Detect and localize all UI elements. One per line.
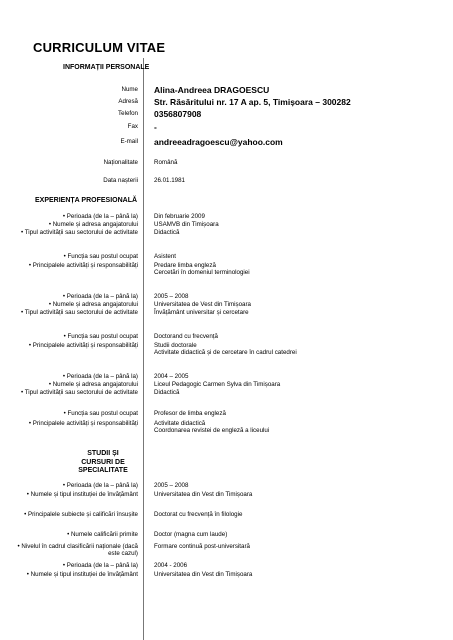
position-label: • Funcția sau postul ocupat <box>63 333 138 340</box>
education-heading: STUDII ȘI CURSURI DE SPECIALITATE <box>78 450 128 474</box>
sector-value: Didactică <box>154 229 180 236</box>
responsibilities-value: Predare limba engleză Cercetări în domeniul terminologiei <box>154 262 250 277</box>
personal-value-name: Alina-Andreea DRAGOESCU <box>154 85 270 95</box>
institution-label: • Numele și tipul instituției de învățământ <box>26 491 138 498</box>
employer-label: • Numele și adresa angajatorului <box>48 381 138 388</box>
institution-value: Universitatea din Vest din Timișoara <box>154 571 253 578</box>
nationality-label: Naționalitate <box>103 159 138 166</box>
period-value: 2005 – 2008 <box>154 293 189 300</box>
position-label: • Funcția sau postul ocupat <box>63 410 138 417</box>
position-value: Asistent <box>154 253 177 260</box>
period-label: • Perioada (de la – până la) <box>62 213 138 220</box>
institution-value: Universitatea din Vest din Timișoara <box>154 491 253 498</box>
employer-value: USAMVB din Timișoara <box>154 221 219 228</box>
responsibilities-label: • Principalele activități și responsabilități <box>28 262 138 269</box>
position-value: Doctorand cu frecvență <box>154 333 218 340</box>
personal-label: Adresă <box>118 98 138 105</box>
period-label: • Perioada (de la – până la) <box>62 293 138 300</box>
personal-label: Telefon <box>118 110 138 117</box>
employer-value: Universitatea de Vest din Timișoara <box>154 301 251 308</box>
sector-label: • Tipul activității sau sectorului de activitate <box>20 309 138 316</box>
personal-label: Nume <box>121 86 138 93</box>
position-label: • Funcția sau postul ocupat <box>63 253 138 260</box>
sector-label: • Tipul activității sau sectorului de activitate <box>20 229 138 236</box>
level-label: • Nivelul în cadrul clasificării naționale (dacă este cazul) <box>17 543 138 558</box>
responsibilities-label: • Principalele activități și responsabilități <box>28 342 138 349</box>
responsibilities-value: Studii doctorale Activitate didactică și de cercetare în cadrul catedrei <box>154 342 297 357</box>
personal-value-address: Str. Răsăritului nr. 17 A ap. 5, Timișoara – 300282 <box>154 97 351 107</box>
period-value: 2004 – 2005 <box>154 373 189 380</box>
personal-value-email: andreeadragoescu@yahoo.com <box>154 137 283 147</box>
subjects-label: • Principalele subiecte și calificări însușite <box>24 511 138 518</box>
period-value: Din februarie 2009 <box>154 213 205 220</box>
birthdate-value: 26.01.1981 <box>154 177 185 184</box>
employer-value: Liceul Pedagogic Carmen Sylva din Timișoara <box>154 381 281 388</box>
period-value: 2005 – 2008 <box>154 482 189 489</box>
position-value: Profesor de limba engleză <box>154 410 226 417</box>
period-label: • Perioada (de la – până la) <box>62 482 138 489</box>
personal-label: Fax <box>127 123 138 130</box>
cv-title: CURRICULUM VITAE <box>33 40 166 55</box>
experience-heading: EXPERIENȚA PROFESIONALĂ <box>35 197 138 204</box>
sector-label: • Tipul activității sau sectorului de activitate <box>20 389 138 396</box>
personal-value-phone: 0356807908 <box>154 109 202 119</box>
institution-label: • Numele și tipul instituției de învățământ <box>26 571 138 578</box>
personal-label: E-mail <box>120 138 138 145</box>
responsibilities-label: • Principalele activități și responsabilități <box>28 420 138 427</box>
birthdate-label: Data nașterii <box>103 177 138 184</box>
sector-value: Didactică <box>154 389 180 396</box>
personal-value-fax: - <box>154 122 157 132</box>
subjects-value: Doctorat cu frecvență în filologie <box>154 511 243 518</box>
personal-info-heading: INFORMAȚII PERSONALE <box>63 64 150 71</box>
sector-value: Învățământ universitar și cercetare <box>154 309 249 316</box>
level-value: Formare continuă post-universitară <box>154 543 250 550</box>
responsibilities-value: Activitate didactică Coordonarea revistei de engleză a liceului <box>154 420 270 435</box>
employer-label: • Numele și adresa angajatorului <box>48 221 138 228</box>
qualification-value: Doctor (magna cum laude) <box>154 531 228 538</box>
nationality-value: Română <box>154 159 178 166</box>
employer-label: • Numele și adresa angajatorului <box>48 301 138 308</box>
period-label: • Perioada (de la – până la) <box>62 373 138 380</box>
period-value: 2004 - 2006 <box>154 562 188 569</box>
qualification-label: • Numele calificării primite <box>67 531 138 538</box>
column-divider <box>143 58 144 640</box>
period-label: • Perioada (de la – până la) <box>62 562 138 569</box>
